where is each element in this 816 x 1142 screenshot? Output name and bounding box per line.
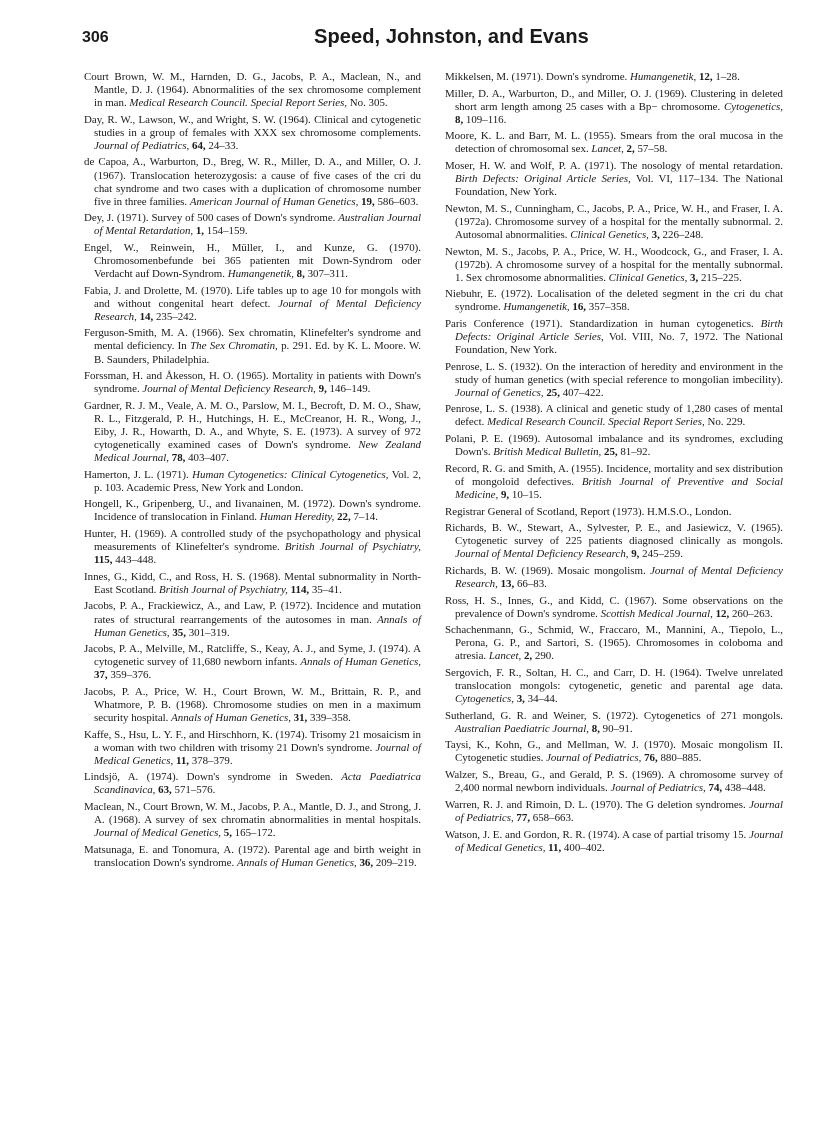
reference-volume: 19, [361,195,375,208]
reference-pages: 165–172. [234,827,276,840]
reference-journal: Annals of Human Genetics, [94,613,421,639]
reference-volume: 115, [94,554,113,567]
reference-journal: The Sex Chromatin, [190,340,278,353]
reference-pages: 66–83. [516,577,547,590]
reference-title: Chromosome survey of a hospital for the mentally subnormal. 2. Autosomal abnormalities. [455,215,783,241]
reference-journal: Annals of Human Genetics, [300,656,421,669]
reference-title: Smears from the oral mucosa in the detection of chromosomal sex. [455,130,783,156]
reference-title: Survey of 500 cases of Down's syndrome. [151,212,336,225]
reference-journal: British Journal of Psychiatry, [284,541,421,554]
reference-authors: Warren, R. J. and Rimoin, D. L. (1970). [445,798,623,811]
reference-volume: 25, [546,386,560,399]
reference-entry [445,624,783,663]
reference-authors: Polani, P. E. (1969). [445,433,541,446]
reference-entry [445,403,783,429]
reference-title: A survey of 972 cytogenetically examined cases of Down's syndrome. [94,425,421,451]
reference-volume: 9, [318,383,327,396]
reference-entry [84,242,421,281]
reference-journal: Cytogenetics, [455,693,514,706]
reference-pages: 378–379. [191,754,233,767]
reference-authors: Moser, H. W. and Wolf, P. A. (1971). [445,160,617,173]
reference-pages: 443–448. [115,554,157,567]
reference-pages: 209–219. [375,856,417,869]
reference-entry [445,318,783,357]
reference-entry [445,799,783,825]
reference-entry [445,829,783,855]
reference-entry [84,400,421,465]
reference-journal: Humangenetik, [630,71,697,83]
reference-journal: Scottish Medical Journal, [600,607,713,620]
reference-entry [445,203,783,242]
reference-authors: Fabia, J. and Drolette, M. (1970). [84,284,233,297]
reference-volume: 77, [516,811,531,824]
reference-title: Autosomal imbalance and its syndromes, excluding Down's. [455,433,784,459]
reference-title: Mosaic mongolism II. Cytogenetic studies. [455,739,783,765]
reference-volume: 31, [293,712,308,725]
reference-volume: 16, [572,301,587,314]
reference-entry [84,469,421,495]
reference-authors: Hamerton, J. L. (1971). [84,468,189,481]
reference-title: Sex chromatin, Klinefelter's syndrome and mental deficiency. In [94,327,421,353]
reference-volume: 8, [591,722,600,735]
reference-pages: 81–92. [620,446,651,459]
reference-journal: Medical Research Council. Special Report Series, [487,416,705,429]
reference-authors: Forssman, H. and Åkesson, H. O. (1965). [84,370,269,383]
reference-pages: 154–159. [206,225,248,238]
reference-journal: Humangenetik, [227,268,294,281]
reference-authors: Mikkelsen, M. (1971). [445,71,544,83]
reference-authors: Maclean, N., Court Brown, W. M., Jacobs, P. A., Mantle, D. J., and Strong, J. A. (1968). [84,801,421,827]
reference-pages: 7–14. [353,511,378,524]
reference-entry [445,595,783,621]
reference-journal: Journal of Mental Deficiency Research, [455,548,629,561]
reference-volume: 1, [195,225,205,238]
reference-journal: Acta Paediatrica Scandinavica, [94,771,421,797]
reference-title: Parental age and birth weight in translocation Down's syndrome. [94,843,421,869]
reference-entry [84,686,421,725]
reference-entry [84,114,421,153]
reference-authors: Jacobs, P. A., Price, W. H., Court Brown, W. M., Brittain, R. P., and Whatmore, P. B. (1968). [84,685,421,711]
references-left-column [84,71,421,874]
reference-entry [445,288,783,314]
reference-title: A chromosome survey of 2,400 normal newborn individuals. [455,769,784,795]
reference-entry [84,498,421,524]
reference-volume: 12, [715,607,730,620]
reference-pages: 359–376. [110,669,152,682]
reference-title: Mortality in patients with Down's syndrome. [94,370,421,396]
reference-entry [84,600,421,639]
reference-title: Chromosomes in coloboma and atresia. [455,637,783,663]
reference-authors: Court Brown, W. M., Harnden, D. G., Jacobs, P. A., Maclean, N., and Mantle, D. J. (1964). [84,71,421,97]
reference-authors: Engel, W., Reinwein, H., Müller, I., and Kunze, G. (1970). [84,241,421,254]
reference-authors: Watson, J. E. and Gordon, R. R. (1974). [445,828,620,841]
reference-authors: Miller, D. A., Warburton, D., and Miller, O. J. (1969). [445,87,687,100]
reference-volume: 78, [171,452,186,465]
reference-journal: Medical Research Council. Special Report Series, [129,97,348,110]
reference-title: Chromosomenbefunde bei 365 patienten mit Down-Syndrom oder Verdacht auf Down-Syndrom. [94,254,421,281]
reference-title: Chromosome studies on men in a maximum security hospital. [94,698,421,725]
reference-title: Some observations on the prevalence of Down's syndrome. [455,594,783,620]
reference-authors: Richards, B. W., Stewart, A., Sylvester, P. E., and Jasiewicz, V. (1965). [445,522,783,535]
reference-entry [445,130,783,156]
reference-title: A cytogenetic survey of 11,680 newborn infants. [94,643,421,669]
reference-volume: 63, [158,784,172,797]
reference-authors: Newton, M. S., Jacobs, P. A., Price, W. H., Woodcock, G., and Fraser, I. A. (1972b). [445,245,783,271]
reference-authors: Record, R. G. and Smith, A. (1955). [445,462,604,475]
reference-authors: Niebuhr, E. (1972). [445,288,533,301]
reference-pages: 339–358. [310,712,351,725]
reference-journal: Journal of Mental Deficiency Research, [94,297,421,323]
reference-authors: Innes, G., Kidd, C., and Ross, H. S. (1968). [84,570,281,583]
reference-authors: Jacobs, P. A., Frackiewicz, A., and Law, P. (1972). [84,600,313,613]
reference-pages: 290. [534,650,554,663]
reference-volume: 13, [500,577,515,590]
reference-title: A chromosome survey of a hospital for the mentally subnormal. 1. Sex chromosome abnormalities. [455,258,783,284]
reference-title: Twelve unrelated translocation mongols: cytogenetic, genetic and parental age data. [455,667,783,693]
reference-title: Mosaic mongolism. [557,564,646,577]
reference-authors: Lindsjö, A. (1974). [84,771,179,784]
reference-title: A controlled study of the psychopathology and physical measurements of Klinefelter's syndrome. [94,528,421,554]
reference-authors: Day, R. W., Lawson, W., and Wright, S. W. (1964). [84,113,311,126]
reference-pages: 57–58. [637,143,668,156]
reference-volume: 9, [500,488,510,501]
reference-authors: Taysi, K., Kohn, G., and Mellman, W. J. (1970). [445,739,676,752]
reference-title: Cytogenetic survey of 225 patients diagnosed clinically as mongols. [455,535,783,548]
reference-entry [445,667,783,706]
reference-title: A clinical and genetic study of 1,280 cases of mental defect. [455,403,783,429]
reference-entry [84,801,421,840]
reference-title: H.M.S.O., London. [647,505,732,518]
running-title: Speed, Johnston, and Evans [314,26,589,48]
reference-authors: Sutherland, G. R. and Weiner, S. (1972). [445,709,639,722]
reference-entry [445,463,783,502]
reference-volume: 12, [698,71,713,83]
reference-journal: Journal of Mental Deficiency Research, [142,383,316,396]
reference-journal: Cytogenetics, [724,100,783,113]
reference-volume: 11, [548,841,562,854]
reference-entry [84,71,421,110]
reference-volume: 14, [139,310,154,323]
reference-journal: Journal of Mental Deficiency Research, [455,564,783,590]
reference-entry [84,370,421,396]
reference-pages: Vol. 2, p. 103. Academic Press, New York and London. [94,468,421,494]
reference-authors: Kaffe, S., Hsu, L. Y. F., and Hirschhorn, K. (1974). [84,728,308,741]
reference-entry [445,361,783,400]
reference-title: Cytogenetics of 271 mongols. [643,709,783,722]
reference-journal: British Medical Bulletin, [493,446,602,459]
reference-entry [84,844,421,870]
reference-authors: Walzer, S., Breau, G., and Gerald, P. S. (1969). [445,769,664,782]
reference-pages: 400–402. [563,841,605,854]
reference-volume: 64, [192,139,206,152]
reference-entry [84,285,421,324]
reference-journal: Clinical Genetics, [570,228,649,241]
reference-journal: American Journal of Human Genetics, [189,195,359,208]
reference-entry [445,160,783,199]
reference-entry [445,506,783,519]
reference-title: On the interaction of heredity and environment in the study of human genetics (with special reference to mongolian imbecility). [455,360,783,386]
reference-pages: 571–576. [174,784,216,797]
reference-journal: New Zealand Medical Journal, [94,438,421,465]
reference-title: A survey of sex chromatin abnormalities in mental hospitals. [144,814,421,827]
reference-pages: 90–91. [602,722,633,735]
reference-entry [445,710,783,736]
reference-title: Localisation of the deleted segment in the cri du chat syndrome. [455,288,783,314]
reference-pages: 226–248. [662,228,704,241]
reference-volume: 3, [690,271,699,284]
reference-title: Standardization in human cytogenetics. [569,317,754,330]
reference-entry [445,433,783,459]
reference-volume: 114, [290,583,310,596]
reference-volume: 2, [626,143,635,156]
reference-title: Incidence, mortality and sex distribution of mongoloid defectives. [455,462,783,488]
reference-volume: 3, [651,228,660,241]
reference-entry [84,528,421,567]
reference-pages: 658–663. [532,811,574,824]
reference-pages: Vol. VI, 117–134. The National Foundation, New York. [455,173,784,199]
reference-entry [445,88,783,127]
reference-pages: 260–263. [731,607,773,620]
reference-pages: 215–225. [700,271,742,284]
reference-title: The nosology of mental retardation. [620,160,784,173]
reference-pages: 403–407. [188,452,229,465]
reference-pages: 357–358. [588,301,630,314]
reference-entry [445,246,783,285]
reference-volume: 35, [172,626,186,639]
reference-journal: Journal of Medical Genetics, [94,827,222,840]
reference-volume: 76, [644,752,658,765]
reference-volume: 22, [337,511,351,524]
reference-pages: 109–116. [465,113,507,126]
reference-title: Abnormalities of the sex chromosome complement in man. [94,84,422,110]
reference-authors: Newton, M. S., Cunningham, C., Jacobs, P. A., Price, W. H., and Fraser, I. A. (1972a). [445,202,783,228]
reference-title: Trisomy 21 mosaicism in a woman with two children with trisomy 21 Down's syndrome. [94,728,421,754]
reference-authors: Penrose, L. S. (1938). [445,403,543,416]
reference-entry [445,769,783,795]
reference-volume: 36, [359,856,374,869]
reference-pages: 146–149. [329,383,371,396]
references-right-column [445,71,783,858]
reference-authors: Hunter, H. (1969). [84,528,167,541]
reference-title: Translocation heterozygosis: a cause of five cases of the cri du chat syndrome and two cases with a duplication of chromosome number five in three families. [94,169,421,208]
reference-pages: 235–242. [155,310,197,323]
reference-journal: Journal of Pediatrics, [546,752,642,765]
reference-pages: 35–41. [311,583,342,596]
reference-journal: Birth Defects: Original Article Series, [455,317,783,343]
reference-entry [84,643,421,682]
reference-journal: Clinical Genetics, [608,271,688,284]
reference-volume: 8, [455,113,464,126]
reference-volume: 74, [708,782,723,795]
reference-authors: Matsunaga, E. and Tonomura, A. (1972). [84,843,270,856]
reference-volume: 3, [516,693,525,706]
reference-journal: Journal of Medical Genetics, [94,741,421,767]
reference-title: Mental subnormality in North-East Scotland. [94,570,421,596]
reference-authors: Registrar General of Scotland, Report (1973). [445,505,645,518]
reference-authors: Hongell, K., Gripenberg, U., and Iivanainen, M. (1972). [84,498,336,511]
reference-authors: Ferguson-Smith, M. A. (1966). [84,327,224,340]
reference-authors: Sergovich, F. R., Soltan, H. C., and Carr, D. H. (1964). [445,667,702,680]
reference-pages: 34–44. [527,693,558,706]
reference-journal: Human Heredity, [259,511,335,524]
reference-pages: 301–319. [188,626,230,639]
reference-journal: Lancet, [591,143,624,156]
reference-pages: p. 291. Ed. by K. L. Moore. W. B. Saunders, Philadelphia. [94,340,421,366]
reference-authors: Dey, J. (1971). [84,212,149,225]
reference-authors: Moore, K. L. and Barr, M. L. (1955). [445,130,617,143]
reference-journal: Journal of Pediatrics, [610,782,706,795]
reference-entry [445,71,783,84]
reference-pages: No. 229. [707,416,746,429]
reference-authors: Schachenmann, G., Schmid, W., Fraccaro, M., Mannini, A., Tiepolo, L., Perona, G. P., and Sartori, S. (1965). [445,624,783,650]
reference-journal: Humangenetik, [503,301,570,314]
reference-entry [445,522,783,561]
reference-title: The G deletion syndromes. [625,798,746,811]
reference-entry [84,571,421,597]
reference-journal: Australian Paediatric Journal, [455,722,590,735]
page-number: 306 [82,29,109,46]
reference-volume: 25, [604,446,618,459]
reference-entry [84,729,421,768]
reference-journal: Journal of Medical Genetics, [455,828,783,854]
reference-volume: 8, [296,268,305,281]
reference-entry [84,156,421,208]
reference-journal: Annals of Human Genetics, [236,856,357,869]
reference-title: Down's syndrome in Sweden. [186,771,333,784]
reference-entry [84,771,421,797]
reference-title: Down's syndrome. Incidence of translocation in Finland. [94,498,421,524]
reference-pages: 24–33. [208,139,239,152]
reference-journal: Australian Journal of Mental Retardation, [94,212,421,238]
reference-pages: 586–603. [377,195,419,208]
reference-entry [84,212,421,238]
reference-pages: 438–448. [724,782,766,795]
reference-pages: 10–15. [511,488,542,501]
reference-pages: No. 305. [349,97,388,110]
reference-title: Clinical and cytogenetic studies in a group of females with XXX sex chromosome complements. [94,113,421,139]
reference-pages: 1–28. [715,71,740,83]
reference-authors: de Capoa, A., Warburton, D., Breg, W. R., Miller, D. A., and Miller, O. J. (1967). [84,156,421,182]
reference-entry [445,739,783,765]
reference-pages: 880–885. [660,752,702,765]
reference-title: A case of partial trisomy 15. [622,828,747,841]
reference-authors: Penrose, L. S. (1932). [445,360,543,373]
reference-title: Incidence and mutation rates of structural rearrangements of the autosomes in man. [94,600,421,626]
reference-volume: 2, [523,650,533,663]
reference-pages: 407–422. [562,386,604,399]
reference-journal: Journal of Pediatrics, [94,139,190,152]
reference-journal: Journal of Pediatrics, [455,798,783,824]
reference-volume: 5, [223,827,232,840]
page-header [0,0,816,60]
reference-title: Clustering in deleted short arm length among 25 cases with a Bp− chromosome. [455,87,783,113]
reference-pages: Vol. VIII, No. 7, 1972. The National Foundation, New York. [455,331,783,357]
reference-pages: 245–259. [642,548,683,561]
reference-title: Life tables up to age 10 for mongols with and without congenital heart defect. [94,284,421,310]
reference-authors: Ross, H. S., Innes, G., and Kidd, C. (1967). [445,594,657,607]
reference-authors: Richards, B. W. (1969). [445,564,554,577]
reference-pages: 307–311. [307,268,349,281]
reference-volume: 11, [175,754,189,767]
reference-journal: British Journal of Preventive and Social Medicine, [455,475,784,501]
reference-authors: Paris Conference (1971). [445,317,563,330]
reference-title: Down's syndrome. [546,71,628,83]
reference-volume: 9, [631,548,640,561]
reference-volume: 37, [94,669,108,682]
reference-journal: Journal of Genetics, [455,386,544,399]
reference-journal: Annals of Human Genetics, [171,712,291,725]
reference-journal: Birth Defects: Original Article Series, [455,173,631,186]
reference-entry [445,565,783,591]
reference-authors: Gardner, R. J. M., Veale, A. M. O., Parslow, M. I., Becroft, D. M. O., Shaw, R. L., Fitzgerald, P. H., Hutchings, H. E., McCreanor, H. R., Wong, J., Eiby, J. R., Howarth, D. A., and Whyte, S. E. (1973). [84,399,421,438]
reference-journal: Lancet, [488,650,522,663]
reference-entry [84,327,421,366]
reference-authors: Jacobs, P. A., Melville, M., Ratcliffe, S., Keay, A. J., and Syme, J. (1974). [84,643,411,656]
reference-journal: British Journal of Psychiatry, [159,583,288,596]
reference-journal: Human Cytogenetics: Clinical Cytogenetics, [192,468,389,481]
